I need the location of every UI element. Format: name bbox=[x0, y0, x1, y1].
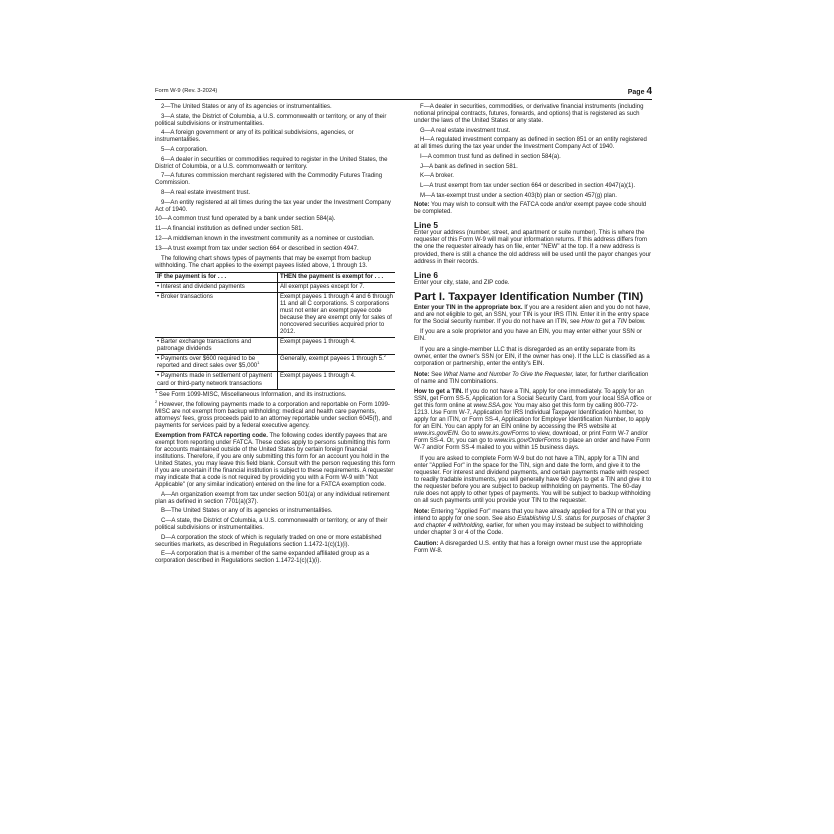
note-reference: What Name and Number To Give the Requester, bbox=[443, 371, 574, 378]
fatca-code-item: M—A tax-exempt trust under a section 403(b) plan or section 457(g) plan. bbox=[420, 192, 617, 199]
exempt-payee-item: 5—A corporation. bbox=[161, 147, 208, 154]
fatca-section bbox=[155, 433, 395, 489]
line6-heading: Line 6 bbox=[414, 269, 438, 280]
table-row bbox=[155, 293, 395, 338]
how-to-text: If you do not have a TIN, apply for one immediately. To apply for an SSN, get Form SS-5, Application for a Social Security Card, from your local SSA office or get this form online at bbox=[414, 389, 652, 410]
applied-for-text: If you are asked to complete Form W-9 but do not have a TIN, apply for a TIN and enter "Applied For" in the space for the TIN, sign and date the form, and give it to the requester. For interest and dividend payments, and certain payments made with respect to readily tradable instruments, you will generally have 60 days to get a TIN and give it to the requester before you are subject to backup withholding on payments. The 60-day rule does not apply to other types of payments. You will be subject to backup withholding on all such payments until you provide your TIN to the requester. bbox=[414, 456, 652, 505]
caution-text bbox=[414, 541, 652, 555]
tin-text-1: If you are a resident alien and you do not have, and are not eligible to get, an SSN, your TIN is your IRS ITIN. Enter it in the entry space for the Social security number. If you do not have an ITIN, see bbox=[414, 304, 651, 325]
line5-heading: Line 5 bbox=[414, 220, 438, 231]
irs-forms-link[interactable]: www.irs.gov/Forms bbox=[477, 431, 529, 438]
tin-text-2: below. bbox=[628, 318, 646, 325]
footnote-1-text: See Form 1099-MISC, Miscellaneous Information, and its instructions. bbox=[158, 392, 347, 399]
chart-intro: The following chart shows types of payments that may be exempt from backup withholding. The chart applies to the exempt payees listed above, 1 through 13. bbox=[155, 255, 372, 269]
exempt-payee-item: 13—A trust exempt from tax under section 664 or described in section 4947. bbox=[155, 246, 359, 253]
fatca-body: The following codes identify payees that are exempt from reporting under FATCA. These codes apply to persons submitting this form for accounts maintained outside of the United States by certain foreign financial institutions. Therefore, if you are only submitting this form for an account you hold in the United States, you may leave this field blank. Consult with the person requesting this form if you are uncertain if the financial institution is subject to these requirements. A requester may indicate that a code is not required by providing you with a Form W-9 with "Not Applicable" (or any similar indication) entered on the line for a FATCA exemption code. bbox=[155, 432, 395, 488]
exempt-payee-item: 11—A financial institution as defined under section 581. bbox=[155, 226, 304, 232]
payment-type-cell: • Broker transactions bbox=[155, 293, 278, 338]
note-text: You may wish to consult with the FATCA code and/or exempt payee code should be completed. bbox=[414, 202, 647, 216]
note-pre: Entering "Applied For" means that you have already applied for a TIN or that you intend to apply for one soon. See also bbox=[414, 508, 647, 522]
page-label: Page bbox=[627, 89, 645, 96]
note-post: later, for further clarification of name and TIN combinations. bbox=[414, 371, 649, 385]
tin-reference: How to get a TIN bbox=[581, 318, 627, 325]
footnote-marker: 1 bbox=[155, 389, 158, 395]
table-row bbox=[155, 338, 395, 355]
fatca-code-item: G—A real estate investment trust. bbox=[420, 127, 511, 134]
form-identifier: Form W-9 (Rev. 3-2024) bbox=[155, 88, 218, 94]
fatca-code-item: K—A broker. bbox=[420, 173, 454, 180]
irs-ein-link[interactable]: www.irs.gov/EIN. bbox=[414, 431, 460, 438]
exempt-payees-cell bbox=[278, 355, 396, 372]
column-header-payment: IF the payment is for . . . bbox=[155, 272, 278, 282]
exempt-payee-item: 2—The United States or any of its agencies or instrumentalities. bbox=[161, 104, 332, 110]
caution-label: Caution: bbox=[414, 540, 439, 547]
page-header bbox=[155, 86, 652, 100]
left-column bbox=[155, 104, 395, 565]
fatca-heading: Exemption from FATCA reporting code. bbox=[155, 432, 268, 439]
fatca-code-item: C—A state, the District of Columbia, a U.S. commonwealth or territory, or any of their political subdivisions or instrumentalities. bbox=[155, 517, 388, 531]
exempt-payee-item: 9—An entity registered at all times during the tax year under the Investment Company Act of 1940. bbox=[155, 199, 391, 213]
note-label: Note: bbox=[414, 371, 430, 378]
exempt-payee-item: 4—A foreign government or any of its political subdivisions, agencies, or instrumentalities. bbox=[155, 130, 354, 144]
how-to-text: Go to bbox=[461, 431, 477, 438]
ssa-link[interactable]: www.SSA.gov. bbox=[473, 403, 513, 410]
footnote-2-text: However, the following payments made to a corporation and reportable on Form 1099-MISC are not exempt from backup withholding: medical and health care payments, attorneys' fees, gross proceeds paid to an attorney reportable under section 6045(f), and payments for services paid by a federal executive agency. bbox=[155, 401, 392, 429]
page-number bbox=[628, 86, 652, 97]
payment-type-cell: • Barter exchange transactions and patronage dividends bbox=[155, 338, 278, 355]
payment-type-cell: • Payments made in settlement of payment card or third-party network transactions bbox=[155, 372, 278, 389]
footnote-1 bbox=[155, 389, 395, 399]
table-header-row bbox=[155, 272, 395, 282]
note-post: earlier, for when you may instead be subject to withholding under chapter 3 or 4 of the Code. bbox=[414, 522, 643, 536]
exempt-payees-cell: Exempt payees 1 through 4. bbox=[278, 372, 396, 389]
table-row bbox=[155, 355, 395, 372]
name-number-note bbox=[414, 372, 652, 386]
line5-text: Enter your address (number, street, and apartment or suite number). This is where the requester of this Form W-9 will mail your information returns. If this address differs from the one the requester already has on file, enter "NEW" at the top. If a new address is provided, there is still a chance the old address will be used until the payor changes your address in their records. bbox=[414, 230, 651, 265]
exempt-payee-item: 10—A common trust fund operated by a bank under section 584(a). bbox=[155, 216, 336, 223]
fatca-code-item: E—A corporation that is a member of the same expanded affiliated group as a corporation described in Regulations section 1.1472-1(c)(1)(i). bbox=[155, 551, 370, 565]
fatca-code-item: B—The United States or any of its agencies or instrumentalities. bbox=[161, 508, 333, 515]
llc-text: If you are a single-member LLC that is disregarded as an entity separate from its owner, enter the owner's SSN (or EIN, if the owner has one). If the LLC is classified as a corporation or partnership, enter the entity's EIN. bbox=[414, 346, 650, 367]
fatca-note bbox=[414, 202, 652, 216]
caution-body: A disregarded U.S. entity that has a foreign owner must use the appropriate Form W-8. bbox=[414, 540, 642, 554]
payment-type-cell bbox=[155, 355, 278, 372]
fatca-code-item: I—A common trust fund as defined in section 584(a). bbox=[420, 154, 561, 161]
exempt-payees-cell: Exempt payees 1 through 4. bbox=[278, 338, 396, 355]
part1-heading: Part I. Taxpayer Identification Number (TIN) bbox=[414, 290, 644, 303]
column-header-exempt: THEN the payment is exempt for . . . bbox=[278, 272, 396, 282]
footnote-marker: 1 bbox=[257, 360, 260, 366]
page-number-value: 4 bbox=[646, 86, 652, 97]
payment-type-text: • Payments over $600 required to be reported and direct sales over $5,000 bbox=[157, 356, 258, 370]
how-to-text: to place an order and have Form W-7 and/or Form SS-4 mailed to you within 15 business days. bbox=[414, 438, 651, 452]
exempt-payee-item: 7—A futures commission merchant registered with the Commodity Futures Trading Commission. bbox=[155, 173, 383, 187]
exempt-payee-item: 3—A state, the District of Columbia, a U.S. commonwealth or territory, or any of their political subdivisions or instrumentalities. bbox=[155, 113, 387, 127]
footnote-2 bbox=[155, 398, 395, 430]
how-to-get-tin bbox=[414, 389, 652, 452]
exempt-payee-item: 8—A real estate investment trust. bbox=[161, 190, 251, 197]
note-label: Note: bbox=[414, 508, 430, 515]
applied-for-note bbox=[414, 509, 652, 537]
exempt-payee-item: 6—A dealer in securities or commodities required to register in the United States, the District of Columbia, or a U.S. commonwealth or territory. bbox=[155, 156, 388, 170]
fatca-code-item: A—An organization exempt from tax under section 501(a) or any individual retirement plan as defined in section 7701(a)(37). bbox=[155, 491, 390, 505]
note-pre: See bbox=[431, 371, 442, 378]
fatca-code-item: L—A trust exempt from tax under section 664 or described in section 4947(a)(1). bbox=[420, 182, 636, 189]
irs-orderforms-link[interactable]: www.irs.gov/OrderForms bbox=[494, 438, 561, 445]
exemption-table bbox=[155, 272, 395, 390]
fatca-code-item: D—A corporation the stock of which is regularly traded on one or more established securities markets, as described in Regulations section 1.1472-1(c)(1)(i). bbox=[155, 534, 382, 548]
right-column bbox=[414, 104, 652, 555]
payment-type-cell: • Interest and dividend payments bbox=[155, 282, 278, 292]
exempt-payees-cell: Exempt payees 1 through 4 and 6 through 11 and all C corporations. S corporations must not enter an exempt payee code because they are exempt only for sales of noncovered securities acquired prior to 2012. bbox=[278, 293, 396, 338]
how-to-text: to view, download, or print Form W-7 and/or Form SS-4. Or, you can go to bbox=[414, 431, 648, 445]
note-label: Note: bbox=[414, 202, 430, 209]
line6-text: Enter your city, state, and ZIP code. bbox=[414, 279, 510, 286]
note-reference: Establishing U.S. status for purposes of chapter 3 and chapter 4 withholding, bbox=[414, 515, 650, 529]
tin-instructions bbox=[414, 305, 652, 326]
tin-lead: Enter your TIN in the appropriate box. bbox=[414, 304, 523, 311]
footnote-marker: 2 bbox=[155, 398, 158, 404]
table-row bbox=[155, 282, 395, 292]
how-to-heading: How to get a TIN. bbox=[414, 389, 464, 396]
fatca-code-item: J—A bank as defined in section 581. bbox=[420, 163, 518, 170]
exempt-payees-cell: All exempt payees except for 7. bbox=[278, 282, 396, 292]
table-row bbox=[155, 372, 395, 389]
sole-proprietor-text: If you are a sole proprietor and you have an EIN, you may enter either your SSN or EIN. bbox=[414, 329, 642, 343]
footnote-marker: 2 bbox=[383, 353, 386, 359]
exempt-payee-item: 12—A middleman known in the investment community as a nominee or custodian. bbox=[155, 235, 375, 242]
how-to-text: You may also get this form by calling 800-772-1213. Use Form W-7, Application for IRS Individual Taxpayer Identification Number, to apply for an ITIN, or Form SS-4, Application for Employer Identification Number, to apply for an EIN. You can apply for an EIN online by accessing the IRS website at bbox=[414, 403, 650, 431]
fatca-code-item: F—A dealer in securities, commodities, or derivative financial instruments (including notional principal contracts, futures, forwards, and options) that is registered as such under the laws of the United States or any state. bbox=[414, 104, 644, 125]
fatca-code-item: H—A regulated investment company as defined in section 851 or an entity registered at all times during the tax year under the Investment Company Act of 1940. bbox=[414, 137, 647, 151]
header-rule bbox=[155, 99, 652, 100]
exempt-payees-text: Generally, exempt payees 1 through 5. bbox=[280, 356, 384, 363]
